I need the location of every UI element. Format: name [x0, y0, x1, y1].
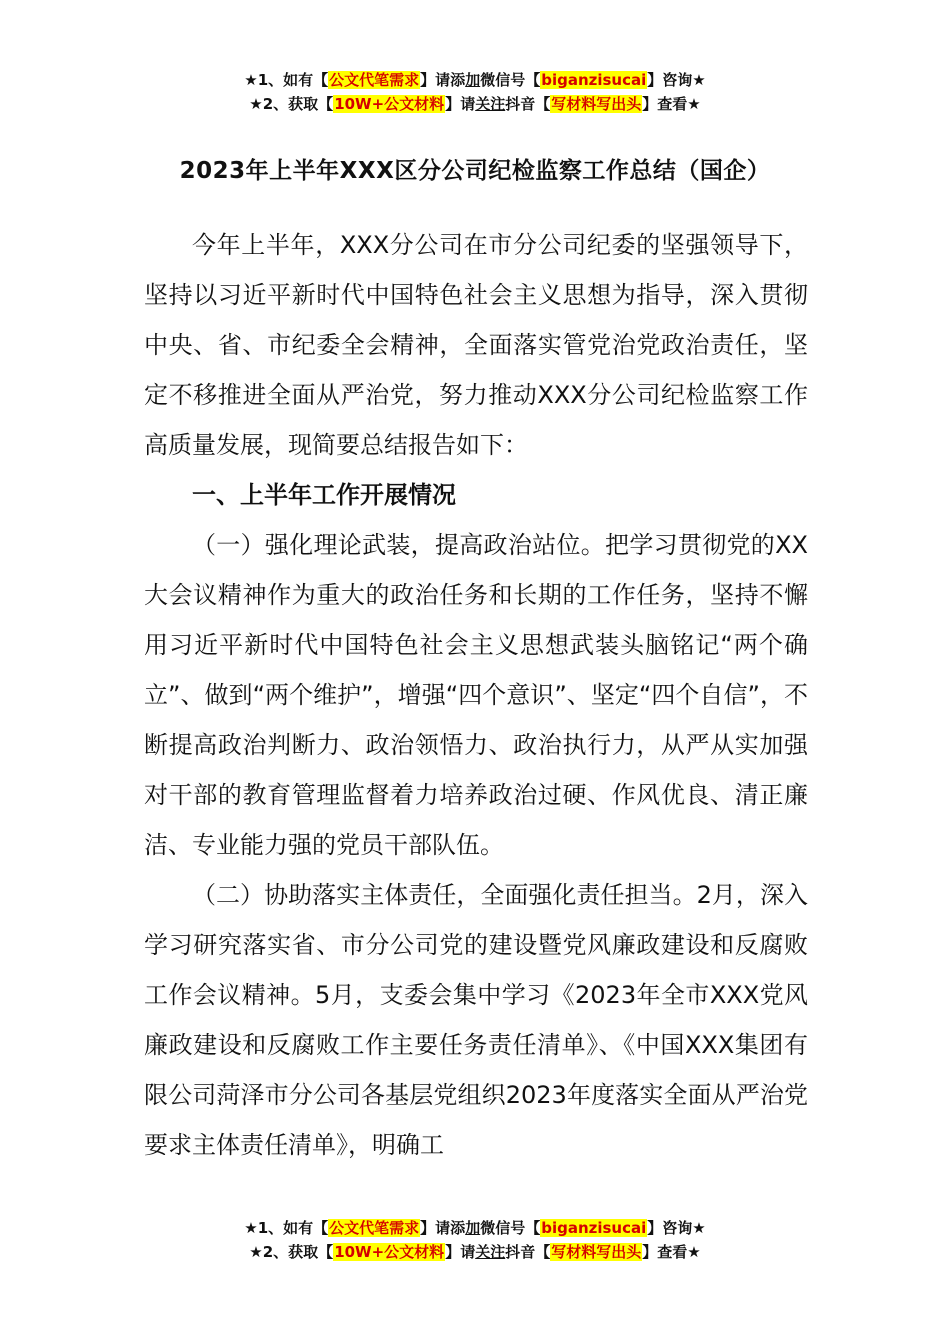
banner-text: ★1、如有【 — [244, 1219, 329, 1237]
banner-text: 】查看★ — [642, 1243, 701, 1261]
banner-text: 】请 — [445, 95, 476, 113]
document-title: 2023年上半年XXX区分公司纪检监察工作总结（国企） — [179, 158, 771, 184]
banner-highlight: 10W+公文材料 — [334, 95, 445, 113]
banner-line-1 — [0, 68, 950, 92]
banner-text: 】查看★ — [642, 95, 701, 113]
banner-underline: 关注 — [475, 95, 506, 113]
banner-underline: 加 — [465, 1219, 481, 1237]
banner-highlight: 公文代笔需求 — [329, 1219, 420, 1237]
banner-highlight: biganzisucai — [541, 71, 647, 89]
banner-text: 抖音【 — [505, 95, 551, 113]
banner-line-2 — [0, 1240, 950, 1264]
banner-highlight: 写材料写出头 — [551, 95, 642, 113]
section-heading: 一、上半年工作开展情况 — [192, 481, 456, 509]
document-body — [144, 220, 808, 1170]
banner-text: 微信号【 — [480, 1219, 541, 1237]
banner-text: 】请添 — [420, 1219, 466, 1237]
banner-highlight: 公文代笔需求 — [329, 71, 420, 89]
banner-text: 微信号【 — [480, 71, 541, 89]
banner-underline: 加 — [465, 71, 481, 89]
paragraph-2: （二）协助落实主体责任，全面强化责任担当。2月，深入学习研究落实省、市分公司党的建设暨党风廉政建设和反腐败工作会议精神。5月，支委会集中学习《2023年全市XXX党风廉政建设和反腐败工作主要任务责任清单》、《中国XXX集团有限公司菏泽市分公司各基层党组织2023年度落实全面从严治党要求主体责任清单》，明确工 — [144, 881, 808, 1159]
banner-text: 】请 — [445, 1243, 476, 1261]
banner-line-2 — [0, 92, 950, 116]
banner-text: ★1、如有【 — [244, 71, 329, 89]
banner-text: ★2、获取【 — [249, 95, 334, 113]
banner-text: ★2、获取【 — [249, 1243, 334, 1261]
paragraph-1: （一）强化理论武装，提高政治站位。把学习贯彻党的XX大会议精神作为重大的政治任务和长期的工作任务，坚持不懈用习近平新时代中国特色社会主义思想武装头脑铭记“两个确立”、做到“两个维护”，增强“四个意识”、坚定“四个自信”，不断提高政治判断力、政治领悟力、政治执行力，从严从实加强对干部的教育管理监督着力培养政治过硬、作风优良、清正廉洁、专业能力强的党员干部队伍。 — [144, 531, 808, 859]
banner-underline: 关注 — [475, 1243, 506, 1261]
banner-text: 】请添 — [420, 71, 466, 89]
footer-banner — [0, 1216, 950, 1264]
banner-text: 】咨询★ — [647, 71, 706, 89]
banner-line-1 — [0, 1216, 950, 1240]
banner-text: 抖音【 — [505, 1243, 551, 1261]
banner-highlight: biganzisucai — [541, 1219, 647, 1237]
banner-highlight: 写材料写出头 — [551, 1243, 642, 1261]
banner-text: 】咨询★ — [647, 1219, 706, 1237]
banner-highlight: 10W+公文材料 — [334, 1243, 445, 1261]
header-banner — [0, 68, 950, 116]
paragraph-intro: 今年上半年，XXX分公司在市分公司纪委的坚强领导下，坚持以习近平新时代中国特色社会主义思想为指导，深入贯彻中央、省、市纪委全会精神，全面落实管党治党政治责任，坚定不移推进全面从严治党，努力推动XXX分公司纪检监察工作高质量发展，现简要总结报告如下： — [144, 231, 808, 459]
